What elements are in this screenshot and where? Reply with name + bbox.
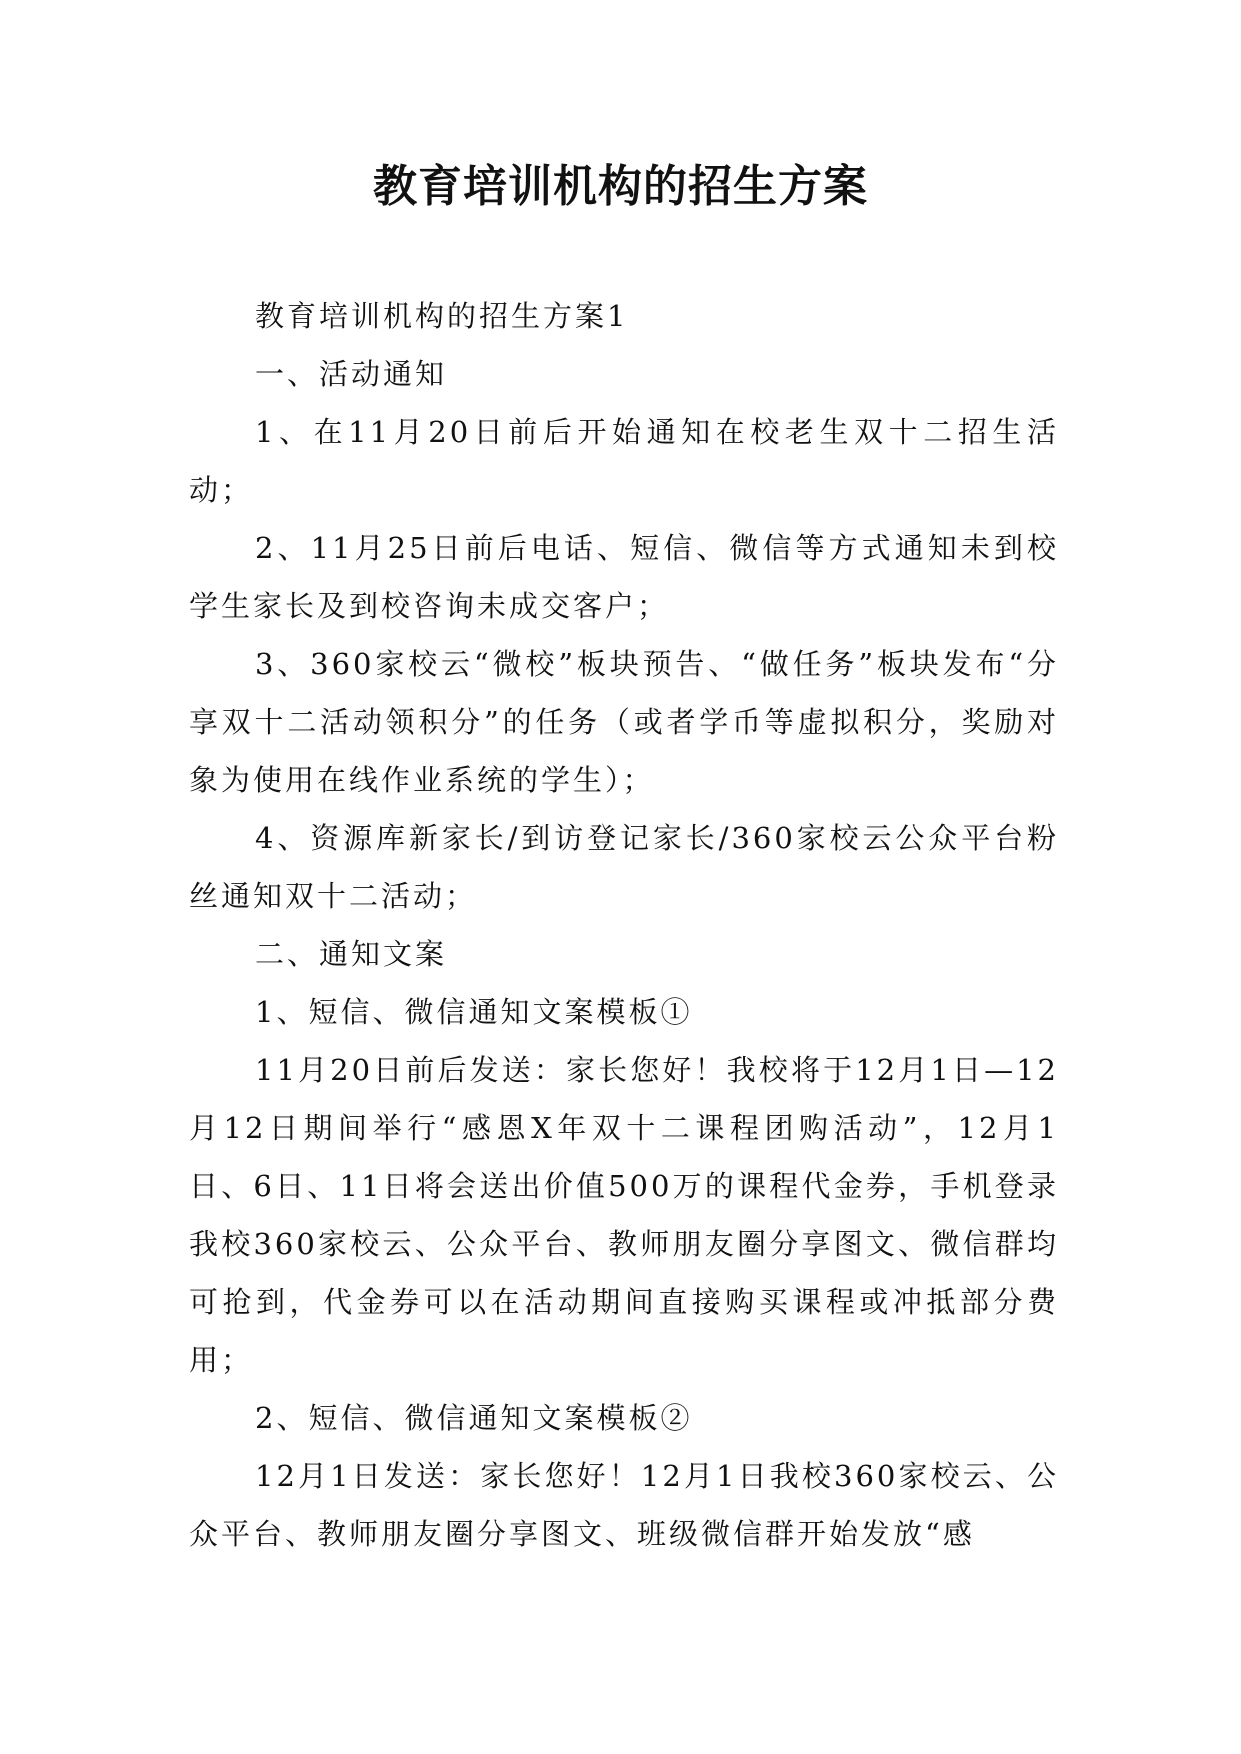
paragraph: 2、11月25日前后电话、短信、微信等方式通知未到校学生家长及到校咨询未成交客户； [189, 531, 1059, 623]
paragraph: 11月20日前后发送：家长您好！我校将于12月1日—12月12日期间举行“感恩X年双十二课程团购活动”，12月1日、6日、11日将会送出价值500万的课程代金券，手机登录我校360家校云、公众平台、教师朋友圈分享图文、微信群均可抢到，代金券可以在活动期间直接购买课程或冲抵部分费用； [189, 1053, 1059, 1377]
paragraph-heading: 教育培训机构的招生方案1 [255, 299, 629, 333]
paragraph: 12月1日发送：家长您好！12月1日我校360家校云、公众平台、教师朋友圈分享图文、班级微信群开始发放“感 [189, 1459, 1059, 1551]
section-heading: 二、通知文案 [255, 937, 448, 971]
paragraph: 4、资源库新家长/到访登记家长/360家校云公众平台粉丝通知双十二活动； [189, 821, 1059, 913]
subsection-heading: 1、短信、微信通知文案模板① [255, 995, 693, 1029]
paragraph: 1、在11月20日前后开始通知在校老生双十二招生活动； [189, 415, 1059, 507]
subsection-heading: 2、短信、微信通知文案模板② [255, 1401, 693, 1435]
section-heading: 一、活动通知 [255, 357, 448, 391]
document-title: 教育培训机构的招生方案 [373, 161, 868, 212]
document-body [189, 287, 1059, 1563]
paragraph: 3、360家校云“微校”板块预告、“做任务”板块发布“分享双十二活动领积分”的任务（或者学币等虚拟积分，奖励对象为使用在线作业系统的学生）； [189, 647, 1059, 797]
